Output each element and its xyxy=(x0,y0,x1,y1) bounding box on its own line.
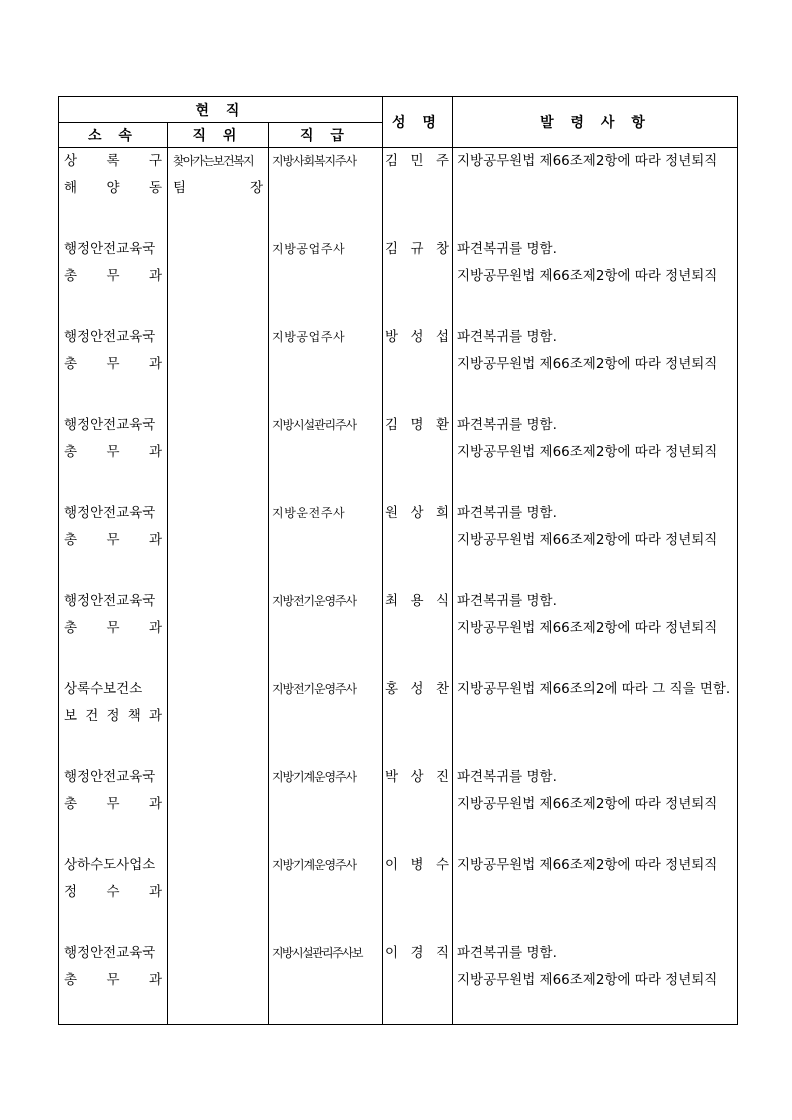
row-10-name xyxy=(385,940,449,967)
row-7-name-line-1: 홍 성 찬 xyxy=(385,681,449,697)
row-2-affiliation xyxy=(64,236,162,290)
personnel-order-table xyxy=(58,96,738,1025)
row-7-order-line-1: 지방공무원법 제66조의2에 따라 그 직을 면함. xyxy=(457,681,731,697)
row-1-order xyxy=(457,148,739,175)
row-9-order-line-1: 지방공무원법 제66조제2항에 따라 정년퇴직 xyxy=(457,857,718,873)
row-2-rank-line-1: 지 방 공 업 주 사 xyxy=(272,242,344,256)
row-4-order-line-2: 지방공무원법 제66조제2항에 따라 정년퇴직 xyxy=(457,444,718,460)
row-4-rank xyxy=(272,412,379,439)
row-9-rank xyxy=(272,852,379,879)
row-7-rank xyxy=(272,676,379,703)
row-3-rank xyxy=(272,324,379,351)
row-10-rank xyxy=(272,940,379,967)
row-1-rank-line-1: 지방사회복지주사 xyxy=(272,154,356,168)
row-5-name-line-1: 원 상 희 xyxy=(385,505,449,521)
row-8-name-line-1: 박 상 진 xyxy=(385,769,449,785)
row-7-order xyxy=(457,676,739,703)
row-2-order-line-1: 파견복귀를 명함. xyxy=(457,241,557,257)
row-5-affiliation-line-1: 행정안전교육국 xyxy=(64,505,156,521)
row-4-name xyxy=(385,412,449,439)
row-3-order-line-1: 파견복귀를 명함. xyxy=(457,329,557,345)
row-6-rank xyxy=(272,588,379,615)
row-6-rank-line-1: 지방전기운영주사 xyxy=(272,594,356,608)
row-6-name xyxy=(385,588,449,615)
column-divider-name xyxy=(452,97,453,1024)
row-5-order-line-2: 지방공무원법 제66조제2항에 따라 정년퇴직 xyxy=(457,532,718,548)
row-10-name-line-1: 이 경 직 xyxy=(385,945,449,961)
row-10-order-line-1: 파견복귀를 명함. xyxy=(457,945,557,961)
row-4-affiliation-line-1: 행정안전교육국 xyxy=(64,417,156,433)
row-4-rank-line-1: 지방시설관리주사 xyxy=(272,418,356,432)
column-divider-affiliation xyxy=(167,97,168,1024)
row-7-affiliation-line-1: 상록수보건소 xyxy=(64,681,143,697)
row-6-order-line-2: 지방공무원법 제66조제2항에 따라 정년퇴직 xyxy=(457,620,718,636)
row-7-affiliation xyxy=(64,676,162,730)
row-5-affiliation-line-2: 총 무 과 xyxy=(64,532,162,548)
row-7-rank-line-1: 지방전기운영주사 xyxy=(272,682,356,696)
row-2-affiliation-line-1: 행정안전교육국 xyxy=(64,241,156,257)
row-8-rank xyxy=(272,764,379,791)
row-10-affiliation xyxy=(64,940,162,994)
row-3-affiliation-line-1: 행정안전교육국 xyxy=(64,329,156,345)
row-3-name-line-1: 방 성 섭 xyxy=(385,329,449,345)
header-name: 성 명 xyxy=(392,115,442,131)
row-9-order xyxy=(457,852,739,879)
row-8-rank-line-1: 지방기계운영주사 xyxy=(272,770,356,784)
row-3-affiliation xyxy=(64,324,162,378)
row-1-order-line-1: 지방공무원법 제66조제2항에 따라 정년퇴직 xyxy=(457,153,718,169)
header-affiliation: 소 속 xyxy=(88,127,138,144)
row-9-affiliation-line-1: 상하수도사업소 xyxy=(64,857,156,873)
row-4-affiliation-line-2: 총 무 과 xyxy=(64,444,162,460)
row-1-affiliation-line-1: 상 록 구 xyxy=(64,153,162,169)
row-4-order-line-1: 파견복귀를 명함. xyxy=(457,417,557,433)
row-3-rank-line-1: 지 방 공 업 주 사 xyxy=(272,330,344,344)
row-1-rank xyxy=(272,148,379,175)
row-3-name xyxy=(385,324,449,351)
row-10-order-line-2: 지방공무원법 제66조제2항에 따라 정년퇴직 xyxy=(457,972,718,988)
row-4-order xyxy=(457,412,739,466)
row-9-rank-line-1: 지방기계운영주사 xyxy=(272,858,356,872)
header-rank: 직 급 xyxy=(300,127,350,144)
row-5-affiliation xyxy=(64,500,162,554)
row-1-name-line-1: 김 민 주 xyxy=(385,153,449,169)
row-2-order-line-2: 지방공무원법 제66조제2항에 따라 정년퇴직 xyxy=(457,268,718,284)
row-9-name-line-1: 이 병 수 xyxy=(385,857,449,873)
row-10-rank-line-1: 지방시설관리주사보 xyxy=(272,946,362,960)
row-9-affiliation xyxy=(64,852,162,906)
row-1-position-line-2: 팀 장 xyxy=(173,180,263,196)
header-order: 발 령 사 항 xyxy=(540,115,651,131)
row-3-affiliation-line-2: 총 무 과 xyxy=(64,356,162,372)
row-4-affiliation xyxy=(64,412,162,466)
row-6-name-line-1: 최 용 식 xyxy=(385,593,449,609)
row-6-order-line-1: 파견복귀를 명함. xyxy=(457,593,557,609)
row-8-affiliation-line-2: 총 무 과 xyxy=(64,796,162,812)
row-10-affiliation-line-1: 행정안전교육국 xyxy=(64,945,156,961)
row-6-affiliation-line-1: 행정안전교육국 xyxy=(64,593,156,609)
row-2-name xyxy=(385,236,449,263)
row-1-affiliation xyxy=(64,148,162,202)
row-3-order xyxy=(457,324,739,378)
row-5-name xyxy=(385,500,449,527)
row-2-affiliation-line-2: 총 무 과 xyxy=(64,268,162,284)
row-6-affiliation-line-2: 총 무 과 xyxy=(64,620,162,636)
row-5-order xyxy=(457,500,739,554)
row-2-rank xyxy=(272,236,379,263)
row-2-name-line-1: 김 규 창 xyxy=(385,241,449,257)
row-6-order xyxy=(457,588,739,642)
row-9-affiliation-line-2: 정 수 과 xyxy=(64,884,162,900)
row-8-order xyxy=(457,764,739,818)
row-8-order-line-1: 파견복귀를 명함. xyxy=(457,769,557,785)
column-divider-position xyxy=(268,97,269,1024)
row-1-affiliation-line-2: 해 양 동 xyxy=(64,180,162,196)
row-4-name-line-1: 김 명 환 xyxy=(385,417,449,433)
row-8-order-line-2: 지방공무원법 제66조제2항에 따라 정년퇴직 xyxy=(457,796,718,812)
row-5-order-line-1: 파견복귀를 명함. xyxy=(457,505,557,521)
row-9-name xyxy=(385,852,449,879)
row-8-name xyxy=(385,764,449,791)
header-current-position: 현 직 xyxy=(195,102,246,119)
row-10-affiliation-line-2: 총 무 과 xyxy=(64,972,162,988)
row-6-affiliation xyxy=(64,588,162,642)
row-8-affiliation xyxy=(64,764,162,818)
row-5-rank xyxy=(272,500,379,527)
row-1-position xyxy=(173,148,263,202)
column-divider-rank xyxy=(382,97,383,1024)
row-7-affiliation-line-2: 보 건 정 책 과 xyxy=(64,708,162,724)
row-7-name xyxy=(385,676,449,703)
row-8-affiliation-line-1: 행정안전교육국 xyxy=(64,769,156,785)
row-3-order-line-2: 지방공무원법 제66조제2항에 따라 정년퇴직 xyxy=(457,356,718,372)
row-1-name xyxy=(385,148,449,175)
row-2-order xyxy=(457,236,739,290)
header-position: 직 위 xyxy=(192,127,243,144)
row-10-order xyxy=(457,940,739,994)
row-5-rank-line-1: 지 방 운 전 주 사 xyxy=(272,506,344,520)
row-1-position-line-1: 찾아가는보건복지 xyxy=(173,154,253,168)
